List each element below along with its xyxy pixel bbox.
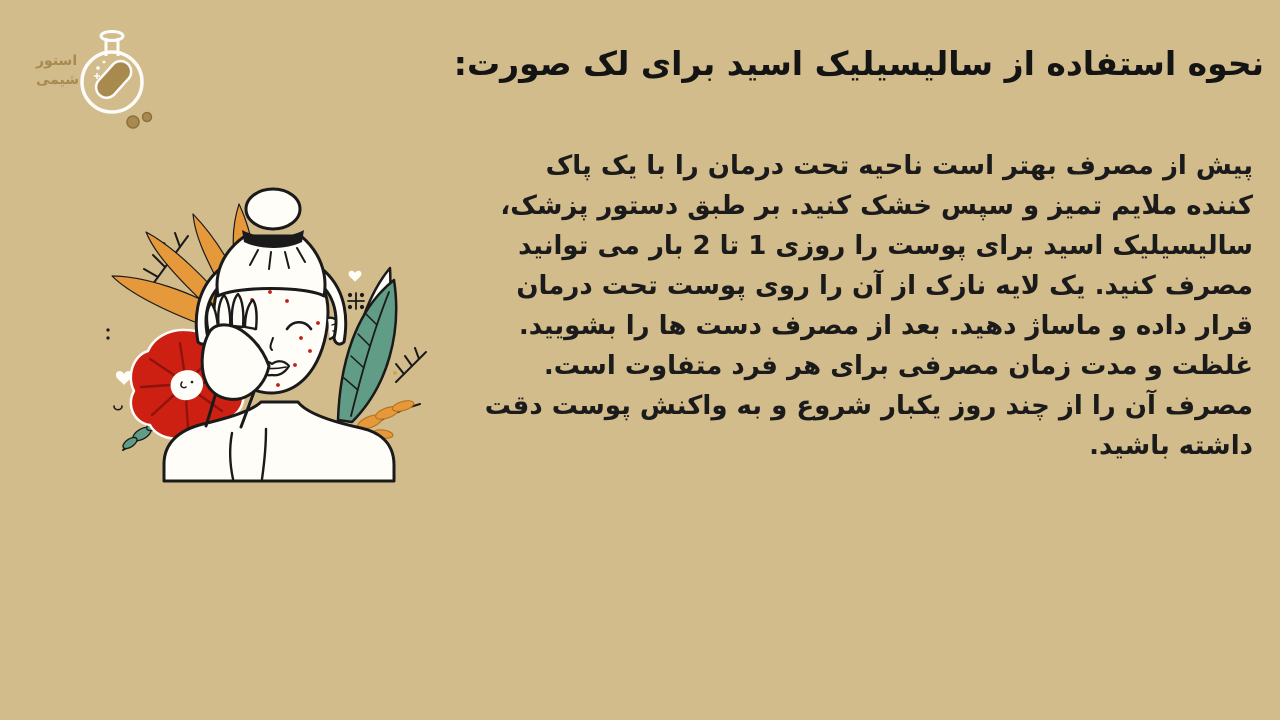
woman-illustration-svg [102,180,450,485]
page-title: نحوه استفاده از سالیسیلیک اسید برای لک صورت: [453,44,1264,83]
branch-sprig-right-icon [396,348,426,382]
body-text-line: قرار داده و ماساژ دهید. بعد از مصرف دست ها را بشویید. [518,311,1253,341]
gold-dot [393,371,397,375]
teal-leaf-icon [338,280,396,422]
body-text [484,146,1253,466]
woman-illustration [102,180,450,485]
body-text-line: غلظت و مدت زمان مصرفی برای هر فرد متفاوت است. [543,351,1253,381]
heart-icon [349,271,362,282]
body-text-line: مصرف آن را از چند روز یکبار شروع و به واکنش پوست دقت [484,391,1253,421]
body-text-line: سالیسیلیک اسید برای پوست را روزی 1 تا 2 بار می توانید [518,231,1253,261]
brand-logo-line2: شیمی [36,72,80,88]
dot-mark [106,328,109,331]
sparkle-icon [348,293,364,309]
smile-mark [114,406,122,410]
body-text-line: کننده ملایم تمیز و سپس خشک کنید. بر طبق دستور پزشک، [500,191,1253,221]
brand-logo-text [36,52,94,90]
brand-logo-line1: استور [36,53,78,69]
body-text-line: مصرف کنید. یک لایه نازک از آن را روی پوست تحت درمان [516,271,1253,301]
body-text-line: پیش از مصرف بهتر است ناحیه تحت درمان را با یک پاک [545,151,1253,181]
body-text-line: داشته باشید. [1089,431,1253,461]
heart-icon [116,371,132,385]
brand-logo [36,26,168,134]
